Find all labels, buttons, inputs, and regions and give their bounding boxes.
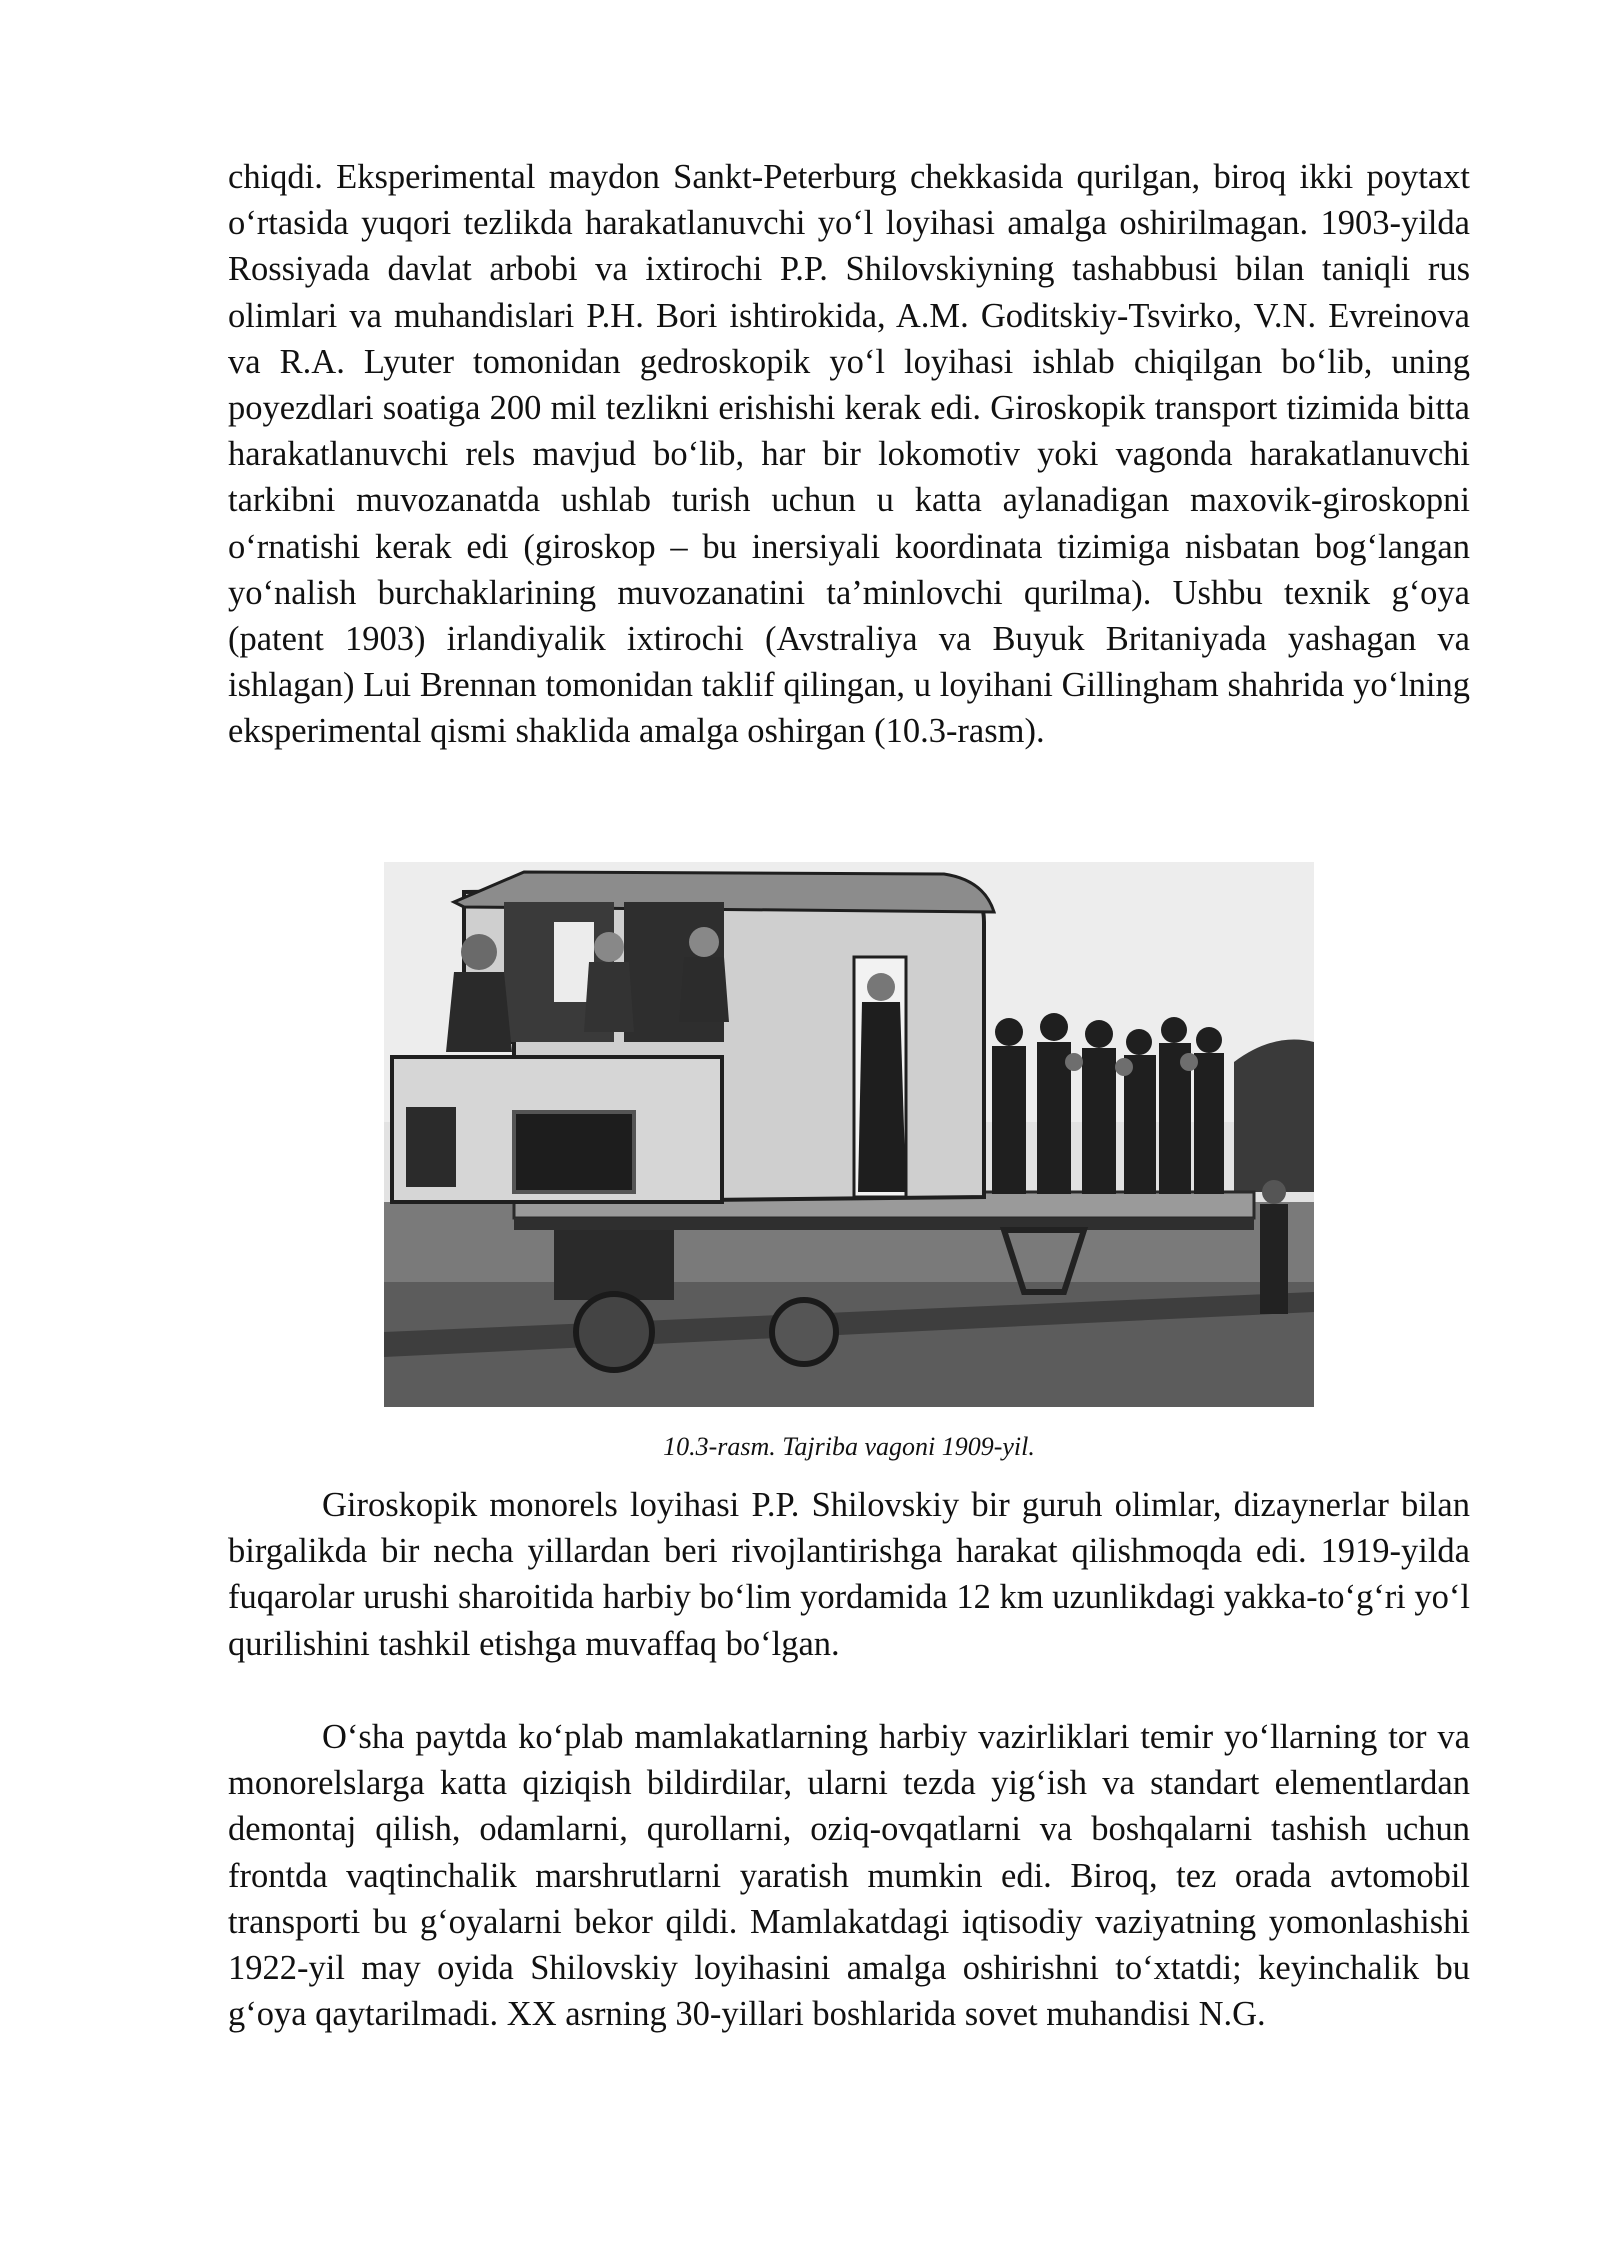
figure-caption: 10.3-rasm. Tajriba vagoni 1909-yil. [663, 1432, 1035, 1461]
paragraph-intro: chiqdi. Eksperimental maydon Sankt-Peterburg chekkasida qurilgan, biroq ikki poytaxt o‘rtasida yuqori tezlikda harakatlanuvchi yo‘l loyihasi amalga oshirilmagan. 1903-yilda Rossiyada davlat arbobi va ixtirochi P.P. Shilovskiyning tashabbusi bilan taniqli rus olimlari va muhandislari P.H. Bori ishtirokida, A.M. Goditskiy-Tsvirko, V.N. Evreinova va R.A. Lyuter tomonidan gedroskopik yo‘l loyihasi ishlab chiqilgan bo‘lib, uning poyezdlari soatiga 200 mil tezlikni erishishi kerak edi. Giroskopik transport tizimida bitta harakatlanuvchi rels mavjud bo‘lib, har bir lokomotiv yoki vagonda harakatlanuvchi tarkibni muvozanatda ushlab turish uchun u katta aylanadigan maxovik-giroskopni o‘rnatishi kerak edi (giroskop – bu inersiyali koordinata tizimiga nisbatan bog‘langan yo‘nalish burchaklarining muvozanatini ta’minlovchi qurilma). Ushbu texnik g‘oya (patent 1903) irlandiyalik ixtirochi (Avstraliya va Buyuk Britaniyada yashagan va ishlagan) Lui Brennan tomonidan taklif qilingan, u loyihani Gillingham shahrida yo‘lning eksperimental qismi shaklida amalga oshirgan (10.3-rasm). [228, 158, 1470, 751]
wagon-photo-illustration [384, 862, 1314, 1407]
figure-experimental-wagon-photo [384, 862, 1314, 1407]
paragraph-gyroscopic-monorail: Giroskopik monorels loyihasi P.P. Shilovskiy bir guruh olimlar, dizaynerlar bilan birgalikda bir necha yillardan beri rivojlantirishga harakat qilishmoqda edi. 1919-yilda fuqarolar urushi sharoitida harbiy bo‘lim yordamida 12 km uzunlikdagi yakka-to‘g‘ri yo‘l qurilishini tashkil etishga muvaffaq bo‘lgan. [228, 1486, 1470, 1663]
paragraph-military-interest: O‘sha paytda ko‘plab mamlakatlarning harbiy vazirliklari temir yo‘llarning tor va monorelslarga katta qiziqish bildirdilar, ularni tezda yig‘ish va standart elementlardan demontaj qilish, odamlarni, qurollarni, oziq-ovqatlarni va boshqalarni tashish uchun frontda vaqtinchalik marshrutlarni yaratish mumkin edi. Biroq, tez orada avtomobil transporti bu g‘oyalarni bekor qildi. Mamlakatdagi iqtisodiy vaziyatning yomonlashishi 1922-yil may oyida Shilovskiy loyihasini amalga oshirishni to‘xtatdi; keyinchalik bu g‘oya qaytarilmadi. XX asrning 30-yillari boshlarida sovet muhandisi N.G. [228, 1718, 1470, 2034]
